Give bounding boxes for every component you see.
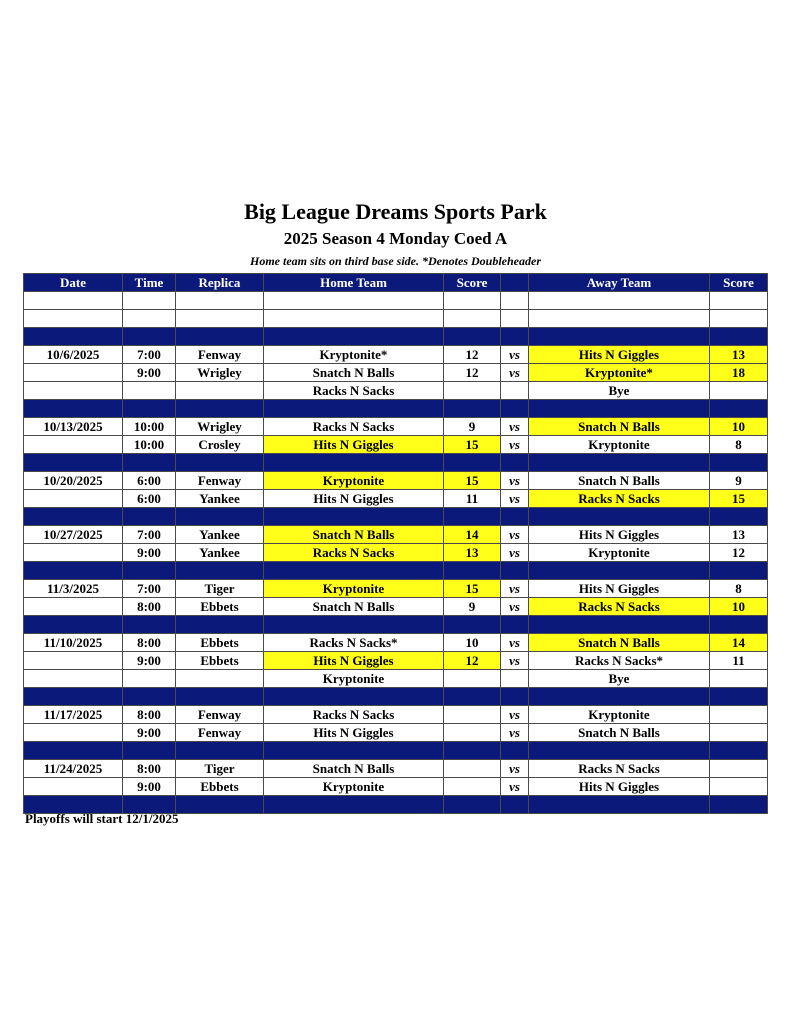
cell-time [123, 400, 176, 418]
cell-vs: vs [501, 760, 529, 778]
cell-away-team [529, 310, 710, 328]
cell-home-team [264, 310, 444, 328]
cell-home-team: Snatch N Balls [264, 364, 444, 382]
cell-date [24, 742, 123, 760]
cell-away-score [710, 454, 768, 472]
game-row [24, 652, 768, 670]
cell-home-team: Kryptonite [264, 778, 444, 796]
cell-away-score [710, 616, 768, 634]
column-header-away-score: Score [710, 274, 768, 292]
cell-away-team: Racks N Sacks* [529, 652, 710, 670]
cell-home-team: Kryptonite [264, 472, 444, 490]
cell-away-team [529, 742, 710, 760]
cell-home-score [444, 310, 501, 328]
cell-home-team [264, 454, 444, 472]
cell-home-score: 12 [444, 364, 501, 382]
cell-home-score: 15 [444, 580, 501, 598]
cell-replica: Ebbets [176, 598, 264, 616]
cell-vs: vs [501, 436, 529, 454]
cell-vs [501, 562, 529, 580]
cell-home-score: 12 [444, 346, 501, 364]
cell-vs: vs [501, 544, 529, 562]
cell-time [123, 562, 176, 580]
playoffs-note: Playoffs will start 12/1/2025 [25, 811, 179, 826]
cell-away-team [529, 688, 710, 706]
cell-home-team: Racks N Sacks [264, 544, 444, 562]
cell-away-team: Hits N Giggles [529, 526, 710, 544]
cell-home-score: 13 [444, 544, 501, 562]
cell-vs: vs [501, 490, 529, 508]
cell-home-team [264, 400, 444, 418]
cell-home-team: Hits N Giggles [264, 724, 444, 742]
cell-away-team: Hits N Giggles [529, 346, 710, 364]
cell-home-team [264, 508, 444, 526]
header-row [24, 274, 768, 292]
cell-away-team: Kryptonite* [529, 364, 710, 382]
week-divider-band [24, 742, 768, 760]
week-divider-band [24, 688, 768, 706]
column-header-date: Date [24, 274, 123, 292]
cell-replica: Ebbets [176, 778, 264, 796]
cell-home-score [444, 562, 501, 580]
cell-vs [501, 796, 529, 814]
cell-home-score [444, 670, 501, 688]
cell-home-team [264, 796, 444, 814]
cell-home-team: Hits N Giggles [264, 652, 444, 670]
cell-home-score [444, 760, 501, 778]
cell-away-team: Snatch N Balls [529, 472, 710, 490]
week-divider-band [24, 454, 768, 472]
cell-replica: Wrigley [176, 418, 264, 436]
cell-home-team: Snatch N Balls [264, 598, 444, 616]
game-row [24, 724, 768, 742]
cell-time [123, 742, 176, 760]
cell-home-score [444, 688, 501, 706]
cell-away-team [529, 292, 710, 310]
cell-away-score: 13 [710, 346, 768, 364]
cell-away-score [710, 328, 768, 346]
cell-vs [501, 310, 529, 328]
cell-time: 6:00 [123, 490, 176, 508]
cell-away-team: Kryptonite [529, 706, 710, 724]
cell-home-team: Snatch N Balls [264, 760, 444, 778]
cell-vs: vs [501, 526, 529, 544]
cell-away-score [710, 508, 768, 526]
blank-row [24, 310, 768, 328]
cell-replica: Fenway [176, 724, 264, 742]
cell-away-score: 18 [710, 364, 768, 382]
cell-date [24, 652, 123, 670]
cell-date [24, 562, 123, 580]
cell-date: 11/10/2025 [24, 634, 123, 652]
cell-away-score: 13 [710, 526, 768, 544]
cell-replica [176, 796, 264, 814]
cell-home-team: Racks N Sacks [264, 706, 444, 724]
game-row [24, 418, 768, 436]
cell-replica: Yankee [176, 490, 264, 508]
cell-home-score: 15 [444, 436, 501, 454]
cell-away-score: 10 [710, 598, 768, 616]
cell-home-team: Hits N Giggles [264, 490, 444, 508]
cell-vs [501, 688, 529, 706]
cell-away-score [710, 562, 768, 580]
cell-away-team: Bye [529, 382, 710, 400]
cell-vs [501, 508, 529, 526]
game-row [24, 472, 768, 490]
cell-vs: vs [501, 724, 529, 742]
cell-away-team [529, 562, 710, 580]
cell-replica [176, 616, 264, 634]
cell-vs [501, 670, 529, 688]
cell-replica: Fenway [176, 706, 264, 724]
cell-replica: Ebbets [176, 652, 264, 670]
cell-away-team [529, 328, 710, 346]
cell-away-team [529, 400, 710, 418]
cell-date: 10/27/2025 [24, 526, 123, 544]
cell-time [123, 310, 176, 328]
cell-away-score: 11 [710, 652, 768, 670]
cell-replica: Yankee [176, 526, 264, 544]
cell-home-score [444, 796, 501, 814]
cell-away-score [710, 760, 768, 778]
cell-away-score: 10 [710, 418, 768, 436]
cell-away-team [529, 508, 710, 526]
cell-vs [501, 292, 529, 310]
cell-home-score: 14 [444, 526, 501, 544]
cell-time [123, 382, 176, 400]
cell-date [24, 670, 123, 688]
cell-home-score [444, 742, 501, 760]
cell-home-team: Snatch N Balls [264, 526, 444, 544]
column-header-away-team: Away Team [529, 274, 710, 292]
cell-time [123, 616, 176, 634]
cell-date: 11/24/2025 [24, 760, 123, 778]
cell-away-score [710, 706, 768, 724]
cell-vs: vs [501, 706, 529, 724]
cell-date: 11/17/2025 [24, 706, 123, 724]
cell-date [24, 364, 123, 382]
column-header-home-score: Score [444, 274, 501, 292]
cell-home-team [264, 562, 444, 580]
cell-replica [176, 508, 264, 526]
cell-date [24, 688, 123, 706]
cell-time: 9:00 [123, 544, 176, 562]
cell-away-score: 9 [710, 472, 768, 490]
cell-replica: Fenway [176, 346, 264, 364]
cell-time [123, 508, 176, 526]
cell-time: 8:00 [123, 706, 176, 724]
schedule-note: Home team sits on third base side. *Denotes Doubleheader [250, 254, 541, 268]
cell-time: 9:00 [123, 778, 176, 796]
cell-away-score [710, 688, 768, 706]
cell-home-score: 15 [444, 472, 501, 490]
cell-replica [176, 688, 264, 706]
cell-date [24, 724, 123, 742]
game-row [24, 706, 768, 724]
game-row [24, 598, 768, 616]
cell-date [24, 454, 123, 472]
cell-away-score [710, 310, 768, 328]
cell-date [24, 616, 123, 634]
cell-time [123, 688, 176, 706]
week-divider-band [24, 508, 768, 526]
cell-time [123, 454, 176, 472]
cell-vs: vs [501, 778, 529, 796]
cell-vs: vs [501, 346, 529, 364]
cell-home-team: Racks N Sacks [264, 418, 444, 436]
cell-replica: Fenway [176, 472, 264, 490]
page-title: Big League Dreams Sports Park [244, 199, 547, 224]
cell-date [24, 490, 123, 508]
cell-away-team: Racks N Sacks [529, 490, 710, 508]
cell-away-team [529, 454, 710, 472]
cell-date [24, 598, 123, 616]
cell-home-team: Racks N Sacks [264, 382, 444, 400]
cell-time: 10:00 [123, 436, 176, 454]
cell-date [24, 778, 123, 796]
cell-away-team: Hits N Giggles [529, 580, 710, 598]
cell-date: 10/20/2025 [24, 472, 123, 490]
cell-replica: Wrigley [176, 364, 264, 382]
cell-vs [501, 382, 529, 400]
cell-replica: Tiger [176, 580, 264, 598]
cell-replica [176, 292, 264, 310]
cell-away-score: 12 [710, 544, 768, 562]
cell-date [24, 382, 123, 400]
schedule-table [23, 273, 768, 814]
cell-away-score [710, 400, 768, 418]
cell-vs [501, 742, 529, 760]
cell-time: 10:00 [123, 418, 176, 436]
game-row [24, 490, 768, 508]
cell-home-team: Kryptonite [264, 670, 444, 688]
cell-home-team [264, 742, 444, 760]
cell-vs: vs [501, 634, 529, 652]
cell-away-team: Snatch N Balls [529, 634, 710, 652]
game-row [24, 436, 768, 454]
game-row [24, 778, 768, 796]
cell-away-score: 8 [710, 436, 768, 454]
cell-date: 10/13/2025 [24, 418, 123, 436]
game-row [24, 364, 768, 382]
cell-away-team: Kryptonite [529, 436, 710, 454]
cell-home-score [444, 508, 501, 526]
cell-time: 9:00 [123, 652, 176, 670]
cell-away-team: Snatch N Balls [529, 724, 710, 742]
cell-replica [176, 382, 264, 400]
cell-replica: Crosley [176, 436, 264, 454]
cell-time: 6:00 [123, 472, 176, 490]
cell-replica [176, 670, 264, 688]
cell-time: 8:00 [123, 760, 176, 778]
cell-home-score: 11 [444, 490, 501, 508]
cell-date [24, 292, 123, 310]
cell-vs: vs [501, 418, 529, 436]
cell-replica [176, 400, 264, 418]
cell-home-score [444, 382, 501, 400]
cell-away-team: Snatch N Balls [529, 418, 710, 436]
cell-vs [501, 616, 529, 634]
cell-away-team: Kryptonite [529, 544, 710, 562]
cell-away-score [710, 724, 768, 742]
cell-date [24, 436, 123, 454]
cell-away-team: Bye [529, 670, 710, 688]
cell-time [123, 292, 176, 310]
cell-home-score [444, 724, 501, 742]
cell-date [24, 310, 123, 328]
game-row [24, 670, 768, 688]
cell-time: 7:00 [123, 526, 176, 544]
cell-date [24, 544, 123, 562]
cell-home-score [444, 778, 501, 796]
game-row [24, 346, 768, 364]
cell-replica: Tiger [176, 760, 264, 778]
cell-time [123, 328, 176, 346]
game-row [24, 544, 768, 562]
game-row [24, 580, 768, 598]
game-row [24, 526, 768, 544]
cell-home-score: 9 [444, 418, 501, 436]
week-divider-band [24, 400, 768, 418]
cell-vs [501, 328, 529, 346]
cell-home-score: 10 [444, 634, 501, 652]
column-header-vs [501, 274, 529, 292]
week-divider-band [24, 562, 768, 580]
cell-away-score [710, 778, 768, 796]
blank-row [24, 292, 768, 310]
cell-vs: vs [501, 598, 529, 616]
cell-time: 9:00 [123, 364, 176, 382]
cell-replica [176, 454, 264, 472]
cell-vs [501, 454, 529, 472]
cell-replica [176, 310, 264, 328]
cell-date [24, 328, 123, 346]
cell-home-score: 12 [444, 652, 501, 670]
cell-away-score: 15 [710, 490, 768, 508]
season-subtitle: 2025 Season 4 Monday Coed A [283, 229, 508, 248]
cell-away-score: 8 [710, 580, 768, 598]
cell-time: 7:00 [123, 346, 176, 364]
cell-away-team [529, 796, 710, 814]
cell-vs: vs [501, 580, 529, 598]
cell-away-team [529, 616, 710, 634]
cell-replica: Ebbets [176, 634, 264, 652]
cell-replica [176, 742, 264, 760]
cell-time: 8:00 [123, 634, 176, 652]
cell-away-team: Racks N Sacks [529, 598, 710, 616]
cell-away-team: Hits N Giggles [529, 778, 710, 796]
cell-home-team [264, 292, 444, 310]
cell-vs: vs [501, 364, 529, 382]
game-row [24, 382, 768, 400]
cell-replica: Yankee [176, 544, 264, 562]
cell-home-score [444, 616, 501, 634]
cell-vs: vs [501, 652, 529, 670]
cell-replica [176, 562, 264, 580]
cell-home-team [264, 328, 444, 346]
cell-away-score [710, 742, 768, 760]
cell-time: 7:00 [123, 580, 176, 598]
cell-home-score [444, 292, 501, 310]
cell-vs: vs [501, 472, 529, 490]
cell-home-score: 9 [444, 598, 501, 616]
cell-home-team: Kryptonite [264, 580, 444, 598]
cell-date [24, 508, 123, 526]
cell-date: 10/6/2025 [24, 346, 123, 364]
cell-away-team: Racks N Sacks [529, 760, 710, 778]
week-divider-band [24, 616, 768, 634]
cell-home-team: Racks N Sacks* [264, 634, 444, 652]
cell-home-team: Hits N Giggles [264, 436, 444, 454]
cell-date: 11/3/2025 [24, 580, 123, 598]
cell-home-score [444, 454, 501, 472]
cell-vs [501, 400, 529, 418]
cell-time: 8:00 [123, 598, 176, 616]
cell-away-score: 14 [710, 634, 768, 652]
cell-away-score [710, 796, 768, 814]
cell-home-team: Kryptonite* [264, 346, 444, 364]
column-header-time: Time [123, 274, 176, 292]
cell-replica [176, 328, 264, 346]
cell-away-score [710, 670, 768, 688]
cell-home-score [444, 400, 501, 418]
cell-home-team [264, 616, 444, 634]
cell-away-score [710, 382, 768, 400]
cell-time: 9:00 [123, 724, 176, 742]
cell-home-score [444, 328, 501, 346]
column-header-home-team: Home Team [264, 274, 444, 292]
cell-time [123, 670, 176, 688]
cell-away-score [710, 292, 768, 310]
column-header-replica: Replica [176, 274, 264, 292]
cell-date [24, 400, 123, 418]
game-row [24, 634, 768, 652]
cell-home-score [444, 706, 501, 724]
game-row [24, 760, 768, 778]
cell-home-team [264, 688, 444, 706]
week-divider-band [24, 328, 768, 346]
